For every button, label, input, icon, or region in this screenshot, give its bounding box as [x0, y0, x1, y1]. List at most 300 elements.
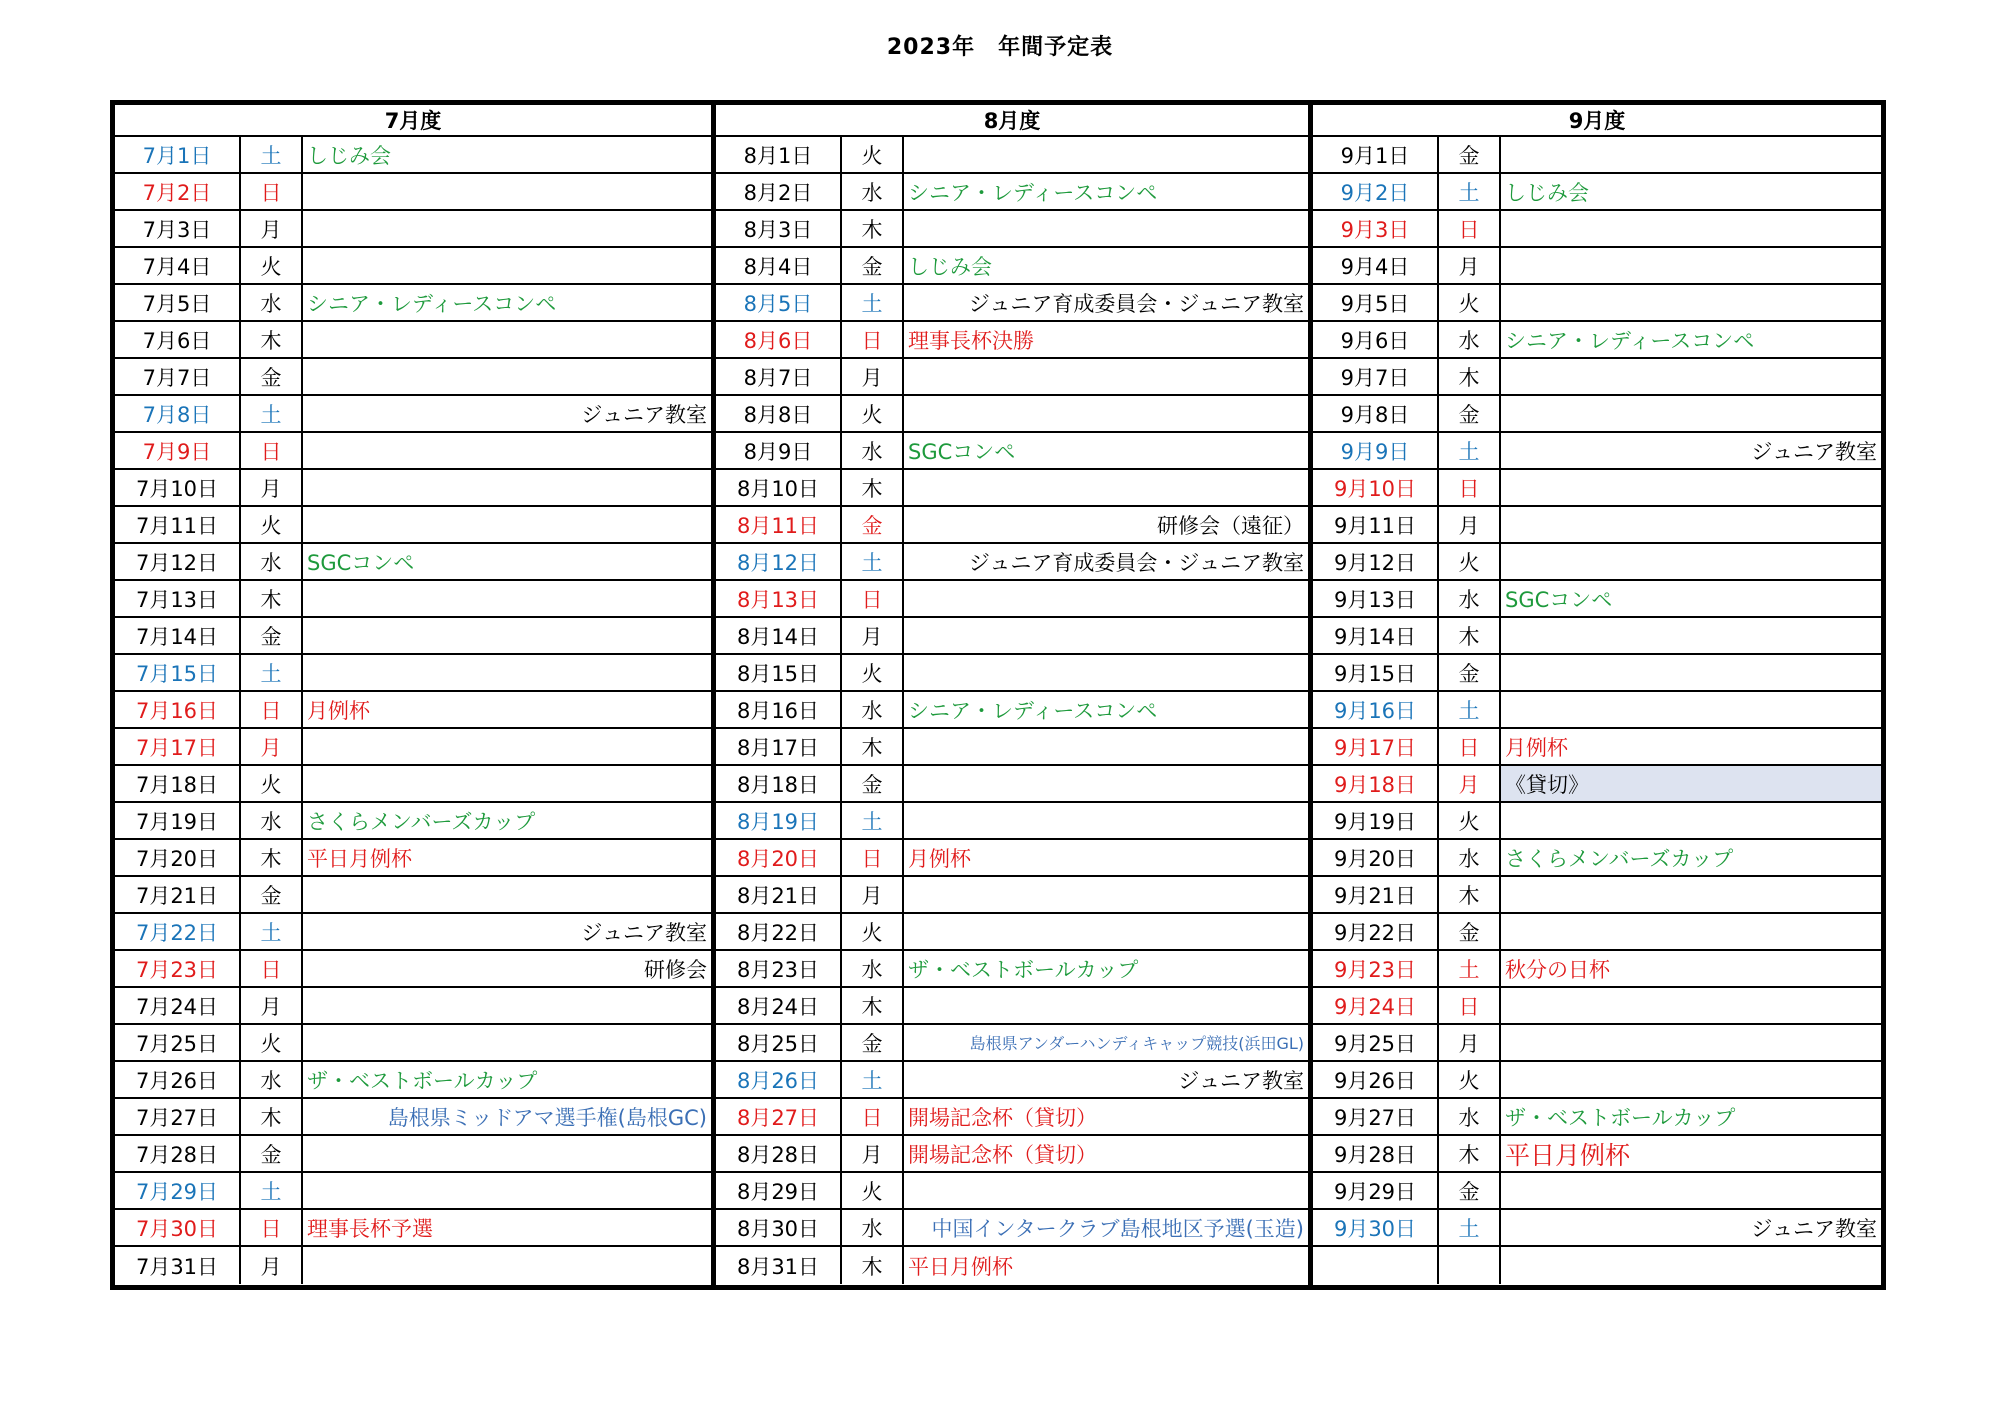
- table-row: [716, 322, 1308, 359]
- date-cell: 9月13日: [1313, 581, 1439, 616]
- weekday-cell: 火: [241, 507, 303, 542]
- date-cell: 9月11日: [1313, 507, 1439, 542]
- date-cell: 8月21日: [716, 877, 842, 912]
- event-cell: 月例杯: [908, 846, 971, 871]
- month-column-september: [1308, 105, 1881, 1285]
- event-cell: [1501, 803, 1881, 838]
- date-cell: 7月21日: [115, 877, 241, 912]
- event-cell: しじみ会: [307, 143, 391, 168]
- table-row: [115, 322, 711, 359]
- event-cell: [303, 174, 711, 209]
- event-cell: 秋分の日杯: [1505, 957, 1610, 982]
- date-cell: 7月11日: [115, 507, 241, 542]
- table-row: [1313, 544, 1881, 581]
- weekday-cell: 木: [1439, 359, 1501, 394]
- date-cell: 9月6日: [1313, 322, 1439, 357]
- date-cell: 7月10日: [115, 470, 241, 505]
- weekday-cell: 木: [842, 988, 904, 1023]
- table-row: [1313, 729, 1881, 766]
- date-cell: [1313, 1247, 1439, 1284]
- weekday-cell: 日: [241, 174, 303, 209]
- event-cell: [1501, 692, 1881, 727]
- date-cell: 7月1日: [115, 137, 241, 172]
- date-cell: 9月2日: [1313, 174, 1439, 209]
- date-cell: 9月5日: [1313, 285, 1439, 320]
- table-row: [115, 396, 711, 433]
- date-cell: 9月16日: [1313, 692, 1439, 727]
- table-row: [115, 877, 711, 914]
- table-row: [115, 1136, 711, 1173]
- table-row: [716, 951, 1308, 988]
- table-row: [1313, 433, 1881, 470]
- event-cell: [303, 766, 711, 801]
- event-cell: ザ・ベストボールカップ: [307, 1068, 538, 1093]
- date-cell: 7月16日: [115, 692, 241, 727]
- table-row: [1313, 581, 1881, 618]
- table-row: [115, 248, 711, 285]
- weekday-cell: 水: [842, 1210, 904, 1245]
- event-cell: ジュニア教室: [581, 402, 707, 427]
- event-cell: [303, 729, 711, 764]
- date-cell: 7月20日: [115, 840, 241, 875]
- event-cell: [303, 211, 711, 246]
- date-cell: 7月12日: [115, 544, 241, 579]
- event-cell: SGCコンペ: [307, 550, 415, 575]
- date-cell: 7月5日: [115, 285, 241, 320]
- date-cell: 7月15日: [115, 655, 241, 690]
- table-row: [115, 1025, 711, 1062]
- weekday-cell: 木: [241, 840, 303, 875]
- weekday-cell: 水: [241, 1062, 303, 1097]
- date-cell: 7月26日: [115, 1062, 241, 1097]
- table-row: [115, 803, 711, 840]
- table-row: [115, 951, 711, 988]
- table-row: [1313, 988, 1881, 1025]
- table-row: [716, 729, 1308, 766]
- table-row: [716, 1099, 1308, 1136]
- weekday-cell: 月: [1439, 766, 1501, 801]
- date-cell: 9月8日: [1313, 396, 1439, 431]
- table-row: [1313, 507, 1881, 544]
- event-cell: 平日月例杯: [1505, 1140, 1631, 1170]
- month-header: 9月度: [1313, 105, 1881, 137]
- table-row: [716, 470, 1308, 507]
- weekday-cell: 月: [241, 988, 303, 1023]
- event-cell: [904, 137, 1308, 172]
- event-cell: ジュニア育成委員会・ジュニア教室: [968, 291, 1304, 316]
- event-cell: [904, 359, 1308, 394]
- date-cell: 8月18日: [716, 766, 842, 801]
- event-cell: [1501, 507, 1881, 542]
- table-row: [115, 1173, 711, 1210]
- month-column-august: [711, 105, 1308, 1285]
- date-cell: 9月29日: [1313, 1173, 1439, 1208]
- date-cell: 8月14日: [716, 618, 842, 653]
- event-cell: ジュニア教室: [581, 920, 707, 945]
- weekday-cell: 土: [241, 137, 303, 172]
- table-row: [1313, 877, 1881, 914]
- table-row: [115, 359, 711, 396]
- event-cell: [303, 988, 711, 1023]
- table-row: [115, 914, 711, 951]
- table-row: [716, 1247, 1308, 1284]
- weekday-cell: 金: [1439, 396, 1501, 431]
- event-cell: [303, 1173, 711, 1208]
- table-row: [115, 618, 711, 655]
- table-row: [1313, 1210, 1881, 1247]
- event-cell: [303, 1025, 711, 1060]
- event-cell: [1501, 914, 1881, 949]
- table-row: [115, 211, 711, 248]
- date-cell: 9月19日: [1313, 803, 1439, 838]
- date-cell: 9月27日: [1313, 1099, 1439, 1134]
- date-cell: 8月15日: [716, 655, 842, 690]
- date-cell: 8月27日: [716, 1099, 842, 1134]
- table-row: [716, 433, 1308, 470]
- weekday-cell: 水: [1439, 322, 1501, 357]
- event-cell: [1501, 877, 1881, 912]
- weekday-cell: 日: [842, 1099, 904, 1134]
- event-cell: [1501, 211, 1881, 246]
- event-cell: 研修会: [644, 957, 707, 982]
- table-row: [716, 544, 1308, 581]
- date-cell: 8月8日: [716, 396, 842, 431]
- weekday-cell: 火: [241, 248, 303, 283]
- event-cell: [303, 618, 711, 653]
- table-row: [115, 1062, 711, 1099]
- weekday-cell: 木: [241, 322, 303, 357]
- table-row: [115, 840, 711, 877]
- date-cell: 9月28日: [1313, 1136, 1439, 1171]
- weekday-cell: 水: [1439, 581, 1501, 616]
- table-row: [716, 1210, 1308, 1247]
- date-cell: 9月14日: [1313, 618, 1439, 653]
- table-row: [115, 174, 711, 211]
- month-header: 8月度: [716, 105, 1308, 137]
- date-cell: 8月16日: [716, 692, 842, 727]
- weekday-cell: 火: [842, 396, 904, 431]
- event-cell: [904, 396, 1308, 431]
- date-cell: 7月13日: [115, 581, 241, 616]
- table-row: [1313, 285, 1881, 322]
- table-row: [716, 1025, 1308, 1062]
- month-column-july: [115, 105, 711, 1285]
- event-cell: 研修会（遠征）: [1157, 513, 1304, 538]
- date-cell: 9月22日: [1313, 914, 1439, 949]
- table-row: [115, 285, 711, 322]
- event-cell: [904, 581, 1308, 616]
- table-row: [1313, 396, 1881, 433]
- date-cell: 9月30日: [1313, 1210, 1439, 1245]
- event-cell: 開場記念杯（貸切）: [908, 1105, 1097, 1130]
- event-cell: [1501, 1062, 1881, 1097]
- date-cell: 8月12日: [716, 544, 842, 579]
- weekday-cell: 日: [1439, 470, 1501, 505]
- table-row: [115, 1210, 711, 1247]
- table-row: [716, 248, 1308, 285]
- event-cell: 《貸切》: [1501, 766, 1881, 801]
- date-cell: 9月3日: [1313, 211, 1439, 246]
- weekday-cell: 金: [1439, 914, 1501, 949]
- table-row: [1313, 766, 1881, 803]
- event-cell: SGCコンペ: [1505, 587, 1613, 612]
- event-cell: [1501, 1247, 1881, 1284]
- event-cell: [303, 655, 711, 690]
- weekday-cell: 水: [1439, 840, 1501, 875]
- weekday-cell: 火: [1439, 1062, 1501, 1097]
- weekday-cell: 月: [842, 359, 904, 394]
- weekday-cell: 木: [842, 211, 904, 246]
- table-row: [1313, 1099, 1881, 1136]
- date-cell: 7月23日: [115, 951, 241, 986]
- weekday-cell: 火: [1439, 803, 1501, 838]
- table-row: [716, 581, 1308, 618]
- weekday-cell: 日: [241, 1210, 303, 1245]
- date-cell: 9月4日: [1313, 248, 1439, 283]
- date-cell: 8月11日: [716, 507, 842, 542]
- weekday-cell: 日: [1439, 988, 1501, 1023]
- date-cell: 8月5日: [716, 285, 842, 320]
- date-cell: 8月28日: [716, 1136, 842, 1171]
- weekday-cell: 木: [842, 1247, 904, 1284]
- table-row: [1313, 692, 1881, 729]
- date-cell: 8月22日: [716, 914, 842, 949]
- date-cell: 8月13日: [716, 581, 842, 616]
- event-cell: [1501, 285, 1881, 320]
- date-cell: 8月26日: [716, 1062, 842, 1097]
- weekday-cell: 金: [241, 359, 303, 394]
- date-cell: 7月28日: [115, 1136, 241, 1171]
- date-cell: 7月14日: [115, 618, 241, 653]
- date-cell: 8月9日: [716, 433, 842, 468]
- weekday-cell: 土: [1439, 951, 1501, 986]
- weekday-cell: 水: [842, 433, 904, 468]
- table-row: [716, 692, 1308, 729]
- weekday-cell: 火: [241, 1025, 303, 1060]
- date-cell: 8月31日: [716, 1247, 842, 1284]
- table-row: [716, 840, 1308, 877]
- date-cell: 8月20日: [716, 840, 842, 875]
- table-row: [1313, 470, 1881, 507]
- table-row: [716, 914, 1308, 951]
- event-cell: 島根県アンダーハンディキャップ競技(浜田GL): [969, 1034, 1304, 1053]
- table-row: [716, 396, 1308, 433]
- table-row: [1313, 322, 1881, 359]
- date-cell: 7月6日: [115, 322, 241, 357]
- weekday-cell: 月: [842, 1136, 904, 1171]
- event-cell: 平日月例杯: [307, 846, 412, 871]
- event-cell: [1501, 470, 1881, 505]
- date-cell: 7月22日: [115, 914, 241, 949]
- event-cell: [1501, 655, 1881, 690]
- event-cell: [904, 1173, 1308, 1208]
- weekday-cell: 木: [241, 581, 303, 616]
- event-cell: さくらメンバーズカップ: [307, 809, 536, 834]
- date-cell: 8月24日: [716, 988, 842, 1023]
- event-cell: 理事長杯決勝: [908, 328, 1034, 353]
- weekday-cell: 月: [842, 877, 904, 912]
- event-cell: 開場記念杯（貸切）: [908, 1142, 1097, 1167]
- weekday-cell: 木: [842, 729, 904, 764]
- table-row: [1313, 803, 1881, 840]
- weekday-cell: 金: [1439, 137, 1501, 172]
- date-cell: 8月17日: [716, 729, 842, 764]
- weekday-cell: 土: [842, 544, 904, 579]
- date-cell: 9月18日: [1313, 766, 1439, 801]
- event-cell: [904, 766, 1308, 801]
- table-row: [115, 470, 711, 507]
- event-cell: [1501, 359, 1881, 394]
- event-cell: [1501, 618, 1881, 653]
- date-cell: 9月23日: [1313, 951, 1439, 986]
- date-cell: 9月9日: [1313, 433, 1439, 468]
- weekday-cell: 月: [241, 729, 303, 764]
- table-row: [1313, 174, 1881, 211]
- table-row: [115, 433, 711, 470]
- weekday-cell: 日: [241, 692, 303, 727]
- table-row: [1313, 951, 1881, 988]
- date-cell: 7月19日: [115, 803, 241, 838]
- table-row: [1313, 1247, 1881, 1284]
- table-row: [1313, 248, 1881, 285]
- weekday-cell: 金: [842, 248, 904, 283]
- date-cell: 7月25日: [115, 1025, 241, 1060]
- date-cell: 7月24日: [115, 988, 241, 1023]
- event-cell: さくらメンバーズカップ: [1505, 846, 1734, 871]
- event-cell: [904, 655, 1308, 690]
- date-cell: 9月25日: [1313, 1025, 1439, 1060]
- schedule-table: [110, 100, 1886, 1290]
- weekday-cell: 月: [241, 1247, 303, 1284]
- date-cell: 7月27日: [115, 1099, 241, 1134]
- weekday-cell: 月: [241, 211, 303, 246]
- event-cell: ジュニア教室: [1178, 1068, 1304, 1093]
- weekday-cell: 月: [241, 470, 303, 505]
- weekday-cell: 土: [842, 803, 904, 838]
- event-cell: ザ・ベストボールカップ: [1505, 1105, 1736, 1130]
- event-cell: [303, 1136, 711, 1171]
- weekday-cell: 水: [241, 544, 303, 579]
- date-cell: 8月4日: [716, 248, 842, 283]
- date-cell: 7月18日: [115, 766, 241, 801]
- table-row: [1313, 618, 1881, 655]
- weekday-cell: 日: [842, 322, 904, 357]
- table-row: [716, 618, 1308, 655]
- weekday-cell: 金: [842, 766, 904, 801]
- event-cell: [1501, 1173, 1881, 1208]
- weekday-cell: 土: [1439, 174, 1501, 209]
- weekday-cell: 火: [842, 1173, 904, 1208]
- event-cell: しじみ会: [908, 254, 992, 279]
- event-cell: しじみ会: [1505, 180, 1589, 205]
- date-cell: 9月20日: [1313, 840, 1439, 875]
- table-row: [716, 359, 1308, 396]
- date-cell: 8月10日: [716, 470, 842, 505]
- weekday-cell: 日: [241, 433, 303, 468]
- event-cell: [1501, 1025, 1881, 1060]
- table-row: [716, 211, 1308, 248]
- date-cell: 8月25日: [716, 1025, 842, 1060]
- weekday-cell: 火: [842, 914, 904, 949]
- date-cell: 8月7日: [716, 359, 842, 394]
- weekday-cell: 水: [842, 951, 904, 986]
- weekday-cell: 金: [241, 618, 303, 653]
- weekday-cell: 金: [241, 877, 303, 912]
- table-row: [716, 988, 1308, 1025]
- weekday-cell: 日: [842, 581, 904, 616]
- table-row: [716, 507, 1308, 544]
- weekday-cell: 土: [1439, 433, 1501, 468]
- date-cell: 8月29日: [716, 1173, 842, 1208]
- date-cell: 7月7日: [115, 359, 241, 394]
- date-cell: 8月6日: [716, 322, 842, 357]
- weekday-cell: 火: [842, 655, 904, 690]
- table-row: [115, 507, 711, 544]
- event-cell: [303, 359, 711, 394]
- event-cell: [303, 470, 711, 505]
- table-row: [1313, 1062, 1881, 1099]
- table-row: [115, 137, 711, 174]
- table-row: [716, 1062, 1308, 1099]
- event-cell: [1501, 137, 1881, 172]
- weekday-cell: 日: [241, 951, 303, 986]
- date-cell: 7月30日: [115, 1210, 241, 1245]
- table-row: [1313, 1136, 1881, 1173]
- date-cell: 8月3日: [716, 211, 842, 246]
- table-row: [115, 1247, 711, 1284]
- date-cell: 8月2日: [716, 174, 842, 209]
- event-cell: 島根県ミッドアマ選手権(島根GC): [387, 1105, 707, 1130]
- table-row: [716, 877, 1308, 914]
- event-cell: [303, 1247, 711, 1284]
- event-cell: [303, 248, 711, 283]
- event-cell: [904, 618, 1308, 653]
- event-cell: [904, 470, 1308, 505]
- event-cell: 平日月例杯: [908, 1254, 1013, 1279]
- date-cell: 9月17日: [1313, 729, 1439, 764]
- date-cell: 9月21日: [1313, 877, 1439, 912]
- weekday-cell: 金: [842, 507, 904, 542]
- event-cell: [904, 803, 1308, 838]
- date-cell: 9月15日: [1313, 655, 1439, 690]
- table-row: [716, 1173, 1308, 1210]
- weekday-cell: 土: [241, 655, 303, 690]
- month-header: 7月度: [115, 105, 711, 137]
- date-cell: 7月29日: [115, 1173, 241, 1208]
- table-row: [115, 988, 711, 1025]
- weekday-cell: [1439, 1247, 1501, 1284]
- event-cell: [1501, 544, 1881, 579]
- table-row: [1313, 1173, 1881, 1210]
- date-cell: 9月10日: [1313, 470, 1439, 505]
- date-cell: 7月4日: [115, 248, 241, 283]
- table-row: [1313, 914, 1881, 951]
- weekday-cell: 土: [1439, 692, 1501, 727]
- weekday-cell: 土: [241, 396, 303, 431]
- weekday-cell: 水: [842, 692, 904, 727]
- event-cell: 月例杯: [307, 698, 370, 723]
- event-cell: [303, 322, 711, 357]
- date-cell: 7月3日: [115, 211, 241, 246]
- table-row: [115, 655, 711, 692]
- weekday-cell: 金: [1439, 1173, 1501, 1208]
- event-cell: [1501, 988, 1881, 1023]
- weekday-cell: 水: [241, 803, 303, 838]
- table-row: [115, 692, 711, 729]
- event-cell: シニア・レディースコンペ: [908, 698, 1158, 723]
- weekday-cell: 土: [842, 1062, 904, 1097]
- event-cell: [904, 988, 1308, 1023]
